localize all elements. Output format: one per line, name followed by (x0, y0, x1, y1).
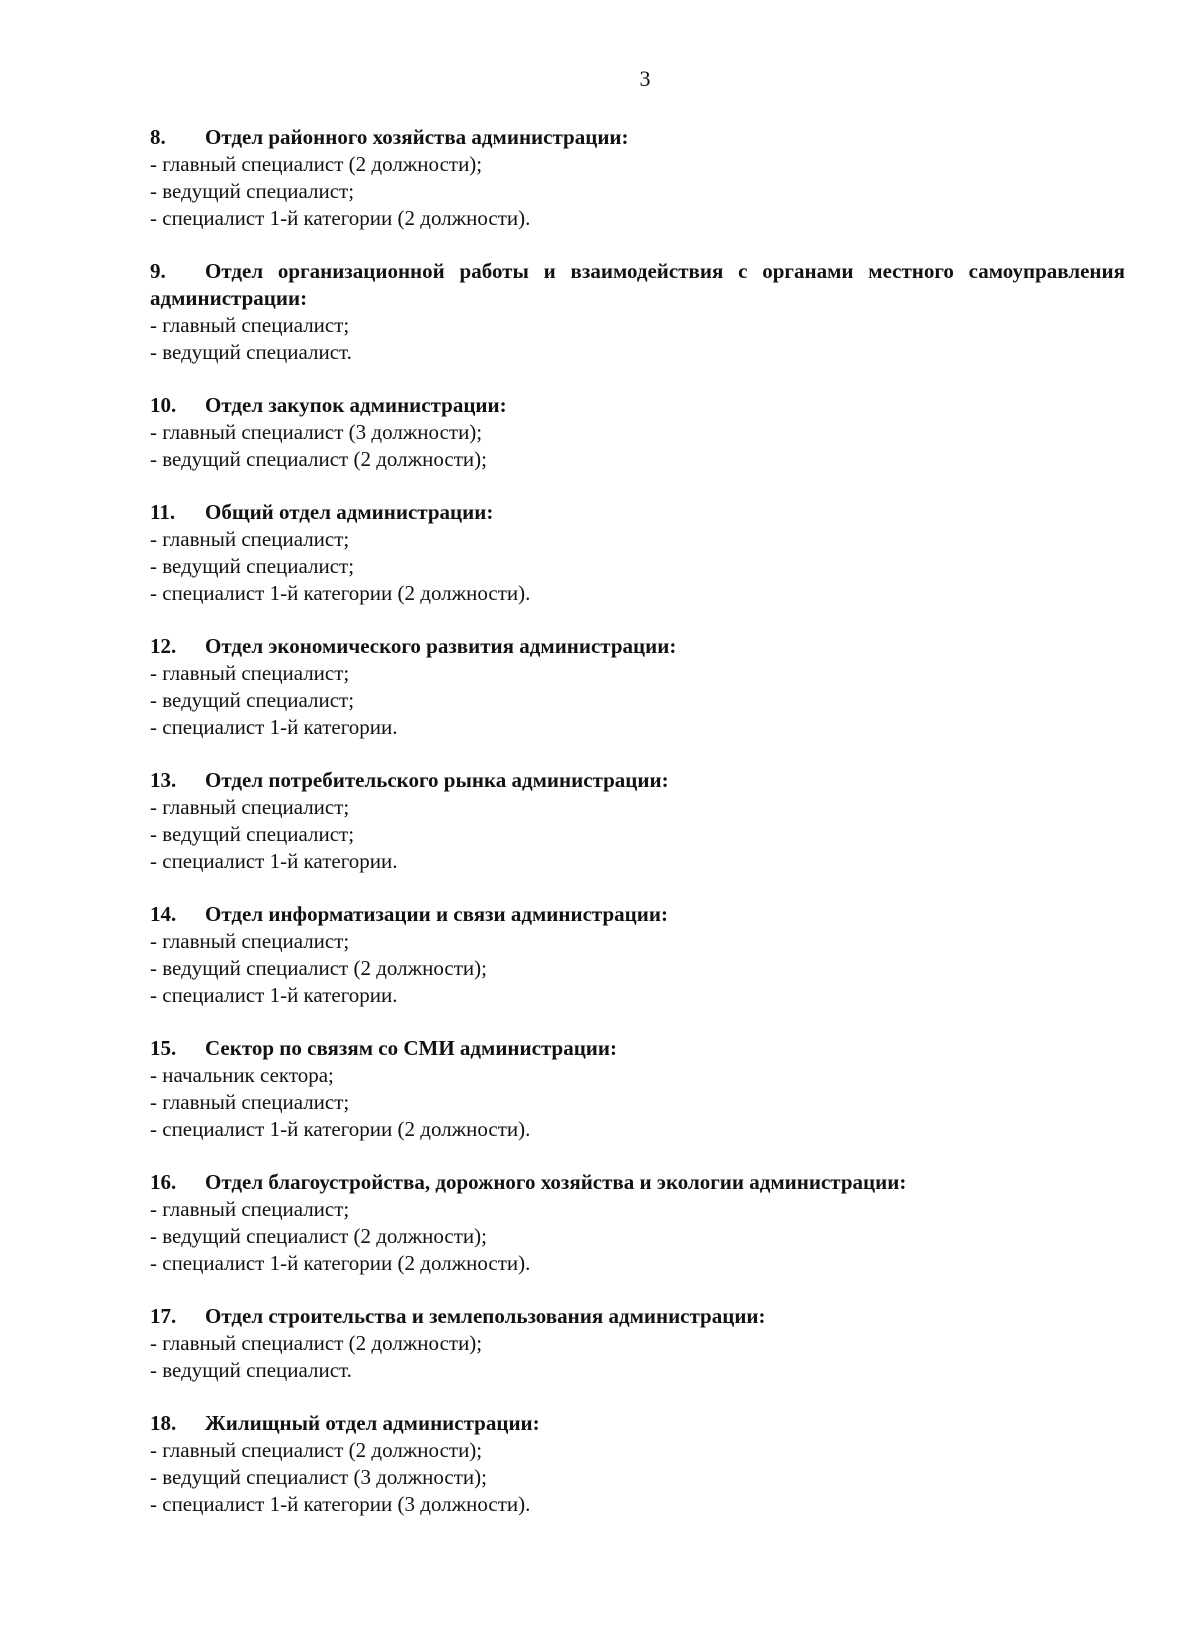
list-item: - ведущий специалист (2 должности); (150, 956, 487, 980)
list-item: - главный специалист (2 должности); (150, 1331, 483, 1355)
list-item: - главный специалист (2 должности); (150, 1438, 483, 1462)
section-heading (150, 1035, 1125, 1062)
list-item: - специалист 1-й категории (3 должности). (150, 1492, 531, 1516)
list-item: - ведущий специалист; (150, 688, 355, 712)
section-number: 11. (150, 500, 176, 524)
list-item: - специалист 1-й категории. (150, 983, 398, 1007)
list-item: - ведущий специалист. (150, 1358, 352, 1382)
section-11 (150, 499, 1125, 607)
section-8 (150, 124, 1125, 232)
section-number: 17. (150, 1304, 177, 1328)
section-title: Отдел закупок администрации: (205, 393, 507, 417)
list-item: - специалист 1-й категории (2 должности). (150, 206, 531, 230)
section-title: Отдел благоустройства, дорожного хозяйства и экологии администрации: (205, 1170, 907, 1194)
section-heading (150, 633, 1125, 660)
list-item: - главный специалист; (150, 1090, 350, 1114)
section-heading (150, 499, 1125, 526)
list-item: - главный специалист; (150, 313, 350, 337)
section-title: Жилищный отдел администрации: (205, 1411, 540, 1435)
page-number: 3 (639, 66, 651, 91)
section-12 (150, 633, 1125, 741)
section-title: Отдел потребительского рынка администрации: (205, 768, 669, 792)
list-item: - специалист 1-й категории (2 должности). (150, 581, 531, 605)
section-14 (150, 901, 1125, 1009)
section-title: Отдел районного хозяйства администрации: (205, 125, 629, 149)
list-item: - главный специалист (2 должности); (150, 152, 483, 176)
section-heading (150, 1410, 1125, 1437)
section-heading (150, 901, 1125, 928)
section-10 (150, 392, 1125, 473)
section-15 (150, 1035, 1125, 1143)
section-17 (150, 1303, 1125, 1384)
list-item: - ведущий специалист (2 должности); (150, 1224, 487, 1248)
list-item: - главный специалист; (150, 795, 350, 819)
list-item: - ведущий специалист (3 должности); (150, 1465, 487, 1489)
section-number: 15. (150, 1036, 177, 1060)
list-item: - специалист 1-й категории (2 должности). (150, 1251, 531, 1275)
section-heading (150, 767, 1125, 794)
section-title: Отдел информатизации и связи администрации: (205, 902, 668, 926)
list-item: - начальник сектора; (150, 1063, 334, 1087)
section-title: Отдел строительства и землепользования администрации: (205, 1304, 766, 1328)
section-heading (150, 1303, 1125, 1330)
section-number: 12. (150, 634, 177, 658)
list-item: - ведущий специалист; (150, 554, 355, 578)
list-item: - главный специалист; (150, 661, 350, 685)
section-18 (150, 1410, 1125, 1518)
section-title: Сектор по связям со СМИ администрации: (205, 1036, 617, 1060)
section-number: 9. (150, 259, 166, 283)
section-number: 8. (150, 125, 166, 149)
list-item: - ведущий специалист; (150, 179, 355, 203)
section-9 (150, 258, 1125, 366)
section-number: 18. (150, 1411, 177, 1435)
list-item: - специалист 1-й категории. (150, 715, 398, 739)
list-item: - специалист 1-й категории (2 должности). (150, 1117, 531, 1141)
section-title: Отдел экономического развития администрации: (205, 634, 677, 658)
list-item: - главный специалист; (150, 527, 350, 551)
list-item: - специалист 1-й категории. (150, 849, 398, 873)
section-number: 10. (150, 393, 177, 417)
list-item: - ведущий специалист (2 должности); (150, 447, 487, 471)
section-number: 14. (150, 902, 177, 926)
section-number: 13. (150, 768, 177, 792)
section-heading (150, 124, 1125, 151)
list-item: - ведущий специалист. (150, 340, 352, 364)
list-item: - главный специалист; (150, 1197, 350, 1221)
list-item: - ведущий специалист; (150, 822, 355, 846)
section-number: 16. (150, 1170, 177, 1194)
section-title: Отдел организационной работы и взаимодействия с органами местного самоуправления администрации: (150, 259, 1125, 310)
section-heading (150, 392, 1125, 419)
section-13 (150, 767, 1125, 875)
section-heading (150, 1169, 1125, 1196)
list-item: - главный специалист (3 должности); (150, 420, 483, 444)
section-16 (150, 1169, 1125, 1277)
section-title: Общий отдел администрации: (205, 500, 494, 524)
document-body (150, 124, 1125, 1544)
list-item: - главный специалист; (150, 929, 350, 953)
section-heading (150, 258, 1125, 312)
